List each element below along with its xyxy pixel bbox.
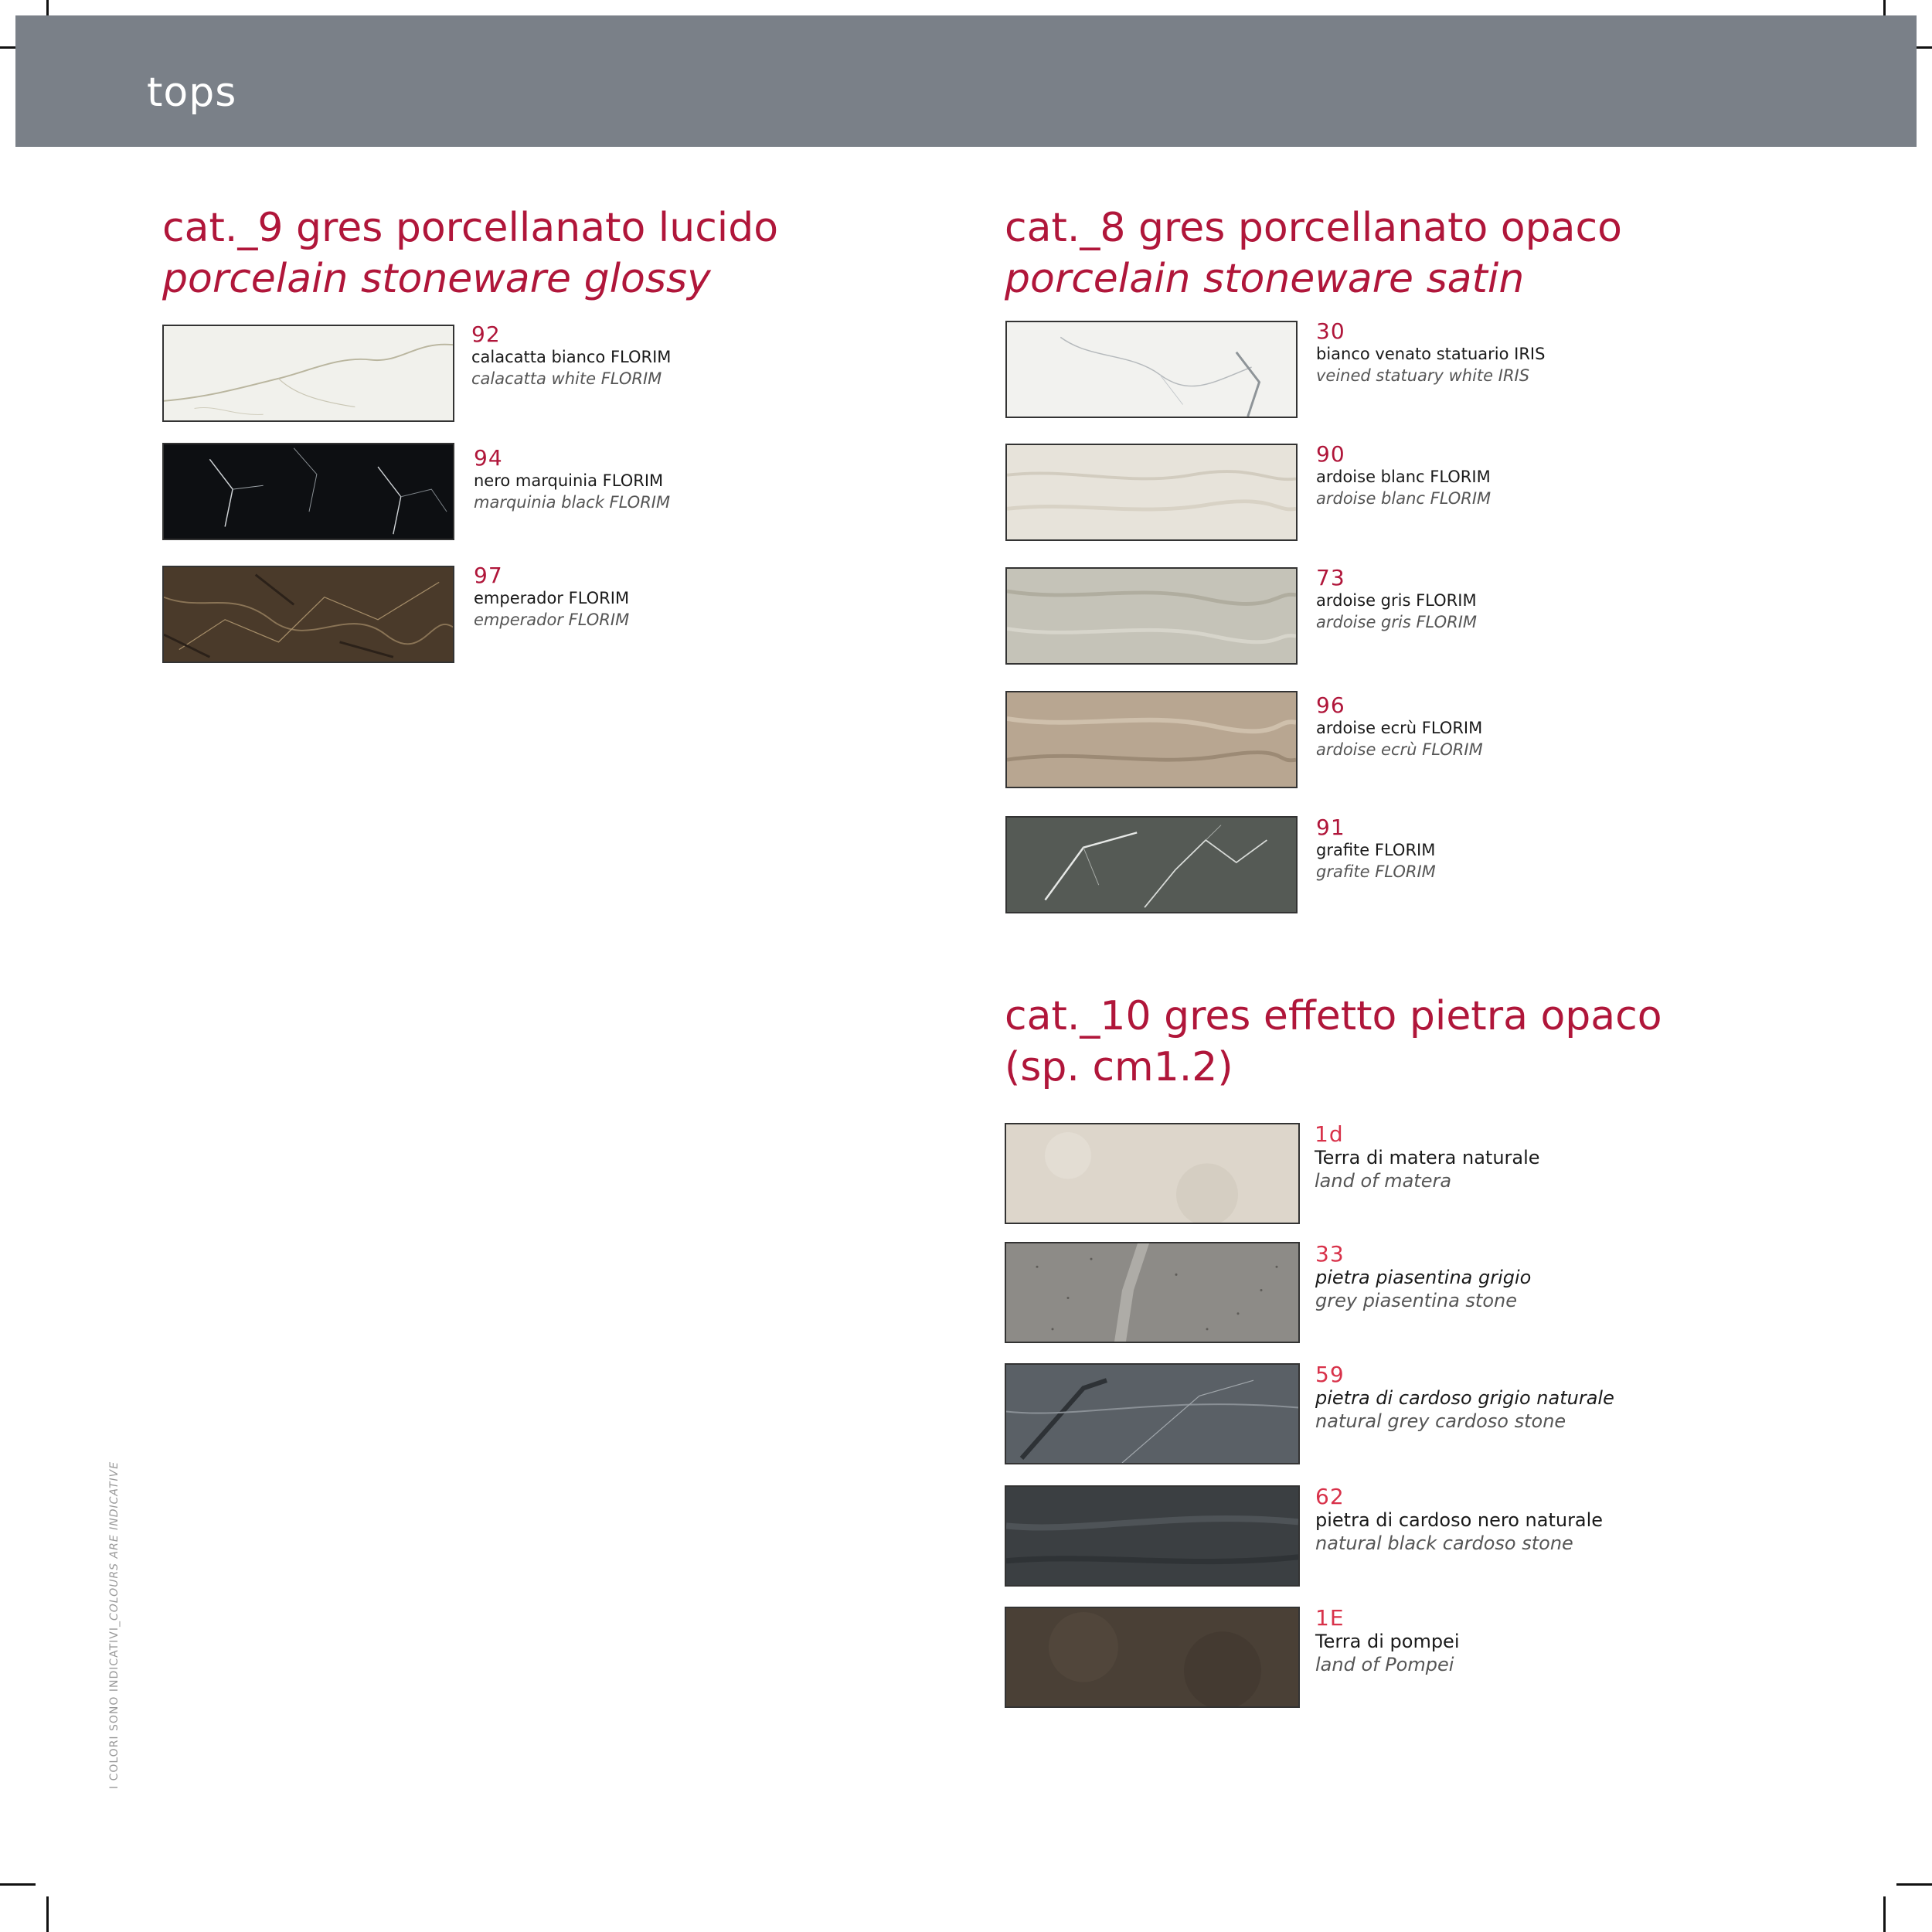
- section-cat8: [1005, 202, 1622, 304]
- item-name-it: Terra di matera naturale: [1315, 1147, 1540, 1168]
- header-band: [15, 15, 1917, 147]
- item-name-it: ardoise blanc FLORIM: [1316, 468, 1491, 486]
- swatch-image: [162, 566, 454, 663]
- swatch-image: [1005, 321, 1298, 418]
- swatch-image: [1005, 567, 1298, 665]
- item-name-it: nero marquinia FLORIM: [474, 471, 664, 490]
- item-code: 94: [474, 445, 503, 471]
- section-subtitle: porcelain stoneware satin: [1005, 256, 1525, 302]
- swatch-image: [1005, 1242, 1300, 1343]
- item-name-it: ardoise ecrù FLORIM: [1316, 719, 1483, 737]
- item-code: 91: [1316, 815, 1345, 840]
- item-name-en: grey piasentina stone: [1315, 1290, 1517, 1311]
- section-title: cat._10 gres effetto pietra opaco: [1005, 993, 1662, 1039]
- section-cat10: [1005, 991, 1662, 1093]
- item-name-en: emperador FLORIM: [474, 611, 630, 629]
- section-title-line2: (sp. cm1.2): [1005, 1044, 1233, 1090]
- item-name-en: calacatta white FLORIM: [471, 369, 662, 388]
- item-name-it: pietra piasentina grigio: [1315, 1267, 1532, 1288]
- item-name-en: veined statuary white IRIS: [1316, 366, 1530, 385]
- item-name-it: Terra di pompei: [1315, 1631, 1460, 1652]
- item-code: 73: [1316, 565, 1345, 590]
- item-name-en: natural grey cardoso stone: [1315, 1410, 1566, 1432]
- disclaimer-en: COLOURS ARE INDICATIVE: [108, 1461, 121, 1621]
- swatch-image: [1005, 691, 1298, 788]
- item-code: 92: [471, 321, 501, 347]
- swatch-image: [162, 443, 454, 540]
- item-name-it: pietra di cardoso nero naturale: [1315, 1509, 1604, 1531]
- item-name-en: land of Pompei: [1315, 1654, 1454, 1675]
- item-name-it: bianco venato statuario IRIS: [1316, 345, 1546, 363]
- swatch-image: [162, 325, 454, 422]
- crop-mark: [1883, 1896, 1886, 1932]
- page-title: tops: [147, 70, 237, 116]
- section-subtitle: porcelain stoneware glossy: [162, 256, 711, 302]
- item-code: 62: [1315, 1484, 1345, 1509]
- item-code: 59: [1315, 1362, 1345, 1387]
- item-name-it: grafite FLORIM: [1316, 841, 1436, 859]
- item-name-en: ardoise blanc FLORIM: [1316, 489, 1492, 508]
- item-name-en: ardoise ecrù FLORIM: [1316, 740, 1483, 759]
- item-name-en: natural black cardoso stone: [1315, 1532, 1573, 1554]
- item-name-en: land of matera: [1315, 1170, 1452, 1192]
- section-title: cat._8 gres porcellanato opaco: [1005, 205, 1622, 251]
- swatch-image: [1005, 1123, 1300, 1224]
- crop-mark: [46, 1896, 49, 1932]
- item-code: 30: [1316, 318, 1345, 344]
- swatch-image: [1005, 1607, 1300, 1708]
- item-name-it: ardoise gris FLORIM: [1316, 591, 1477, 610]
- swatch-image: [1005, 816, 1298, 913]
- swatch-image: [1005, 444, 1298, 541]
- item-name-en: grafite FLORIM: [1316, 862, 1436, 881]
- item-code: 33: [1315, 1241, 1345, 1267]
- item-name-it: emperador FLORIM: [474, 589, 630, 607]
- crop-mark: [0, 1883, 36, 1886]
- swatch-image: [1005, 1485, 1300, 1587]
- colour-disclaimer: [108, 1461, 121, 1789]
- section-cat9: [162, 202, 778, 304]
- item-name-en: marquinia black FLORIM: [474, 493, 671, 512]
- disclaimer-it: I COLORI SONO INDICATIVI_: [108, 1620, 121, 1789]
- section-title: cat._9 gres porcellanato lucido: [162, 205, 779, 251]
- item-code: 1E: [1315, 1605, 1345, 1631]
- item-name-en: ardoise gris FLORIM: [1316, 613, 1478, 631]
- item-name-it: calacatta bianco FLORIM: [471, 348, 672, 366]
- crop-mark: [1896, 1883, 1932, 1886]
- item-code: 90: [1316, 441, 1345, 467]
- item-code: 1d: [1315, 1121, 1344, 1147]
- item-name-it: pietra di cardoso grigio naturale: [1315, 1387, 1614, 1409]
- item-code: 96: [1316, 692, 1345, 718]
- swatch-image: [1005, 1363, 1300, 1464]
- item-code: 97: [474, 563, 503, 588]
